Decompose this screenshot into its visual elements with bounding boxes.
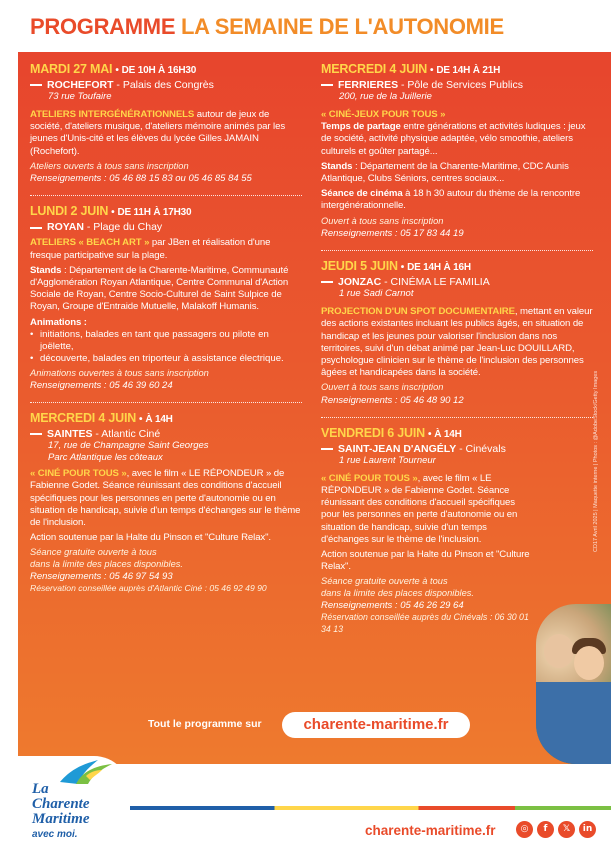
event-description	[321, 306, 593, 379]
charente-maritime-logo	[18, 756, 130, 840]
photo-face	[544, 634, 574, 668]
bullet-dot: •	[115, 65, 119, 76]
event-day	[30, 62, 302, 76]
event-description	[321, 121, 593, 158]
list-item: • découverte, balades en triporteur à assistance électrique.	[30, 353, 302, 365]
day-label: JEUDI 5 JUIN	[321, 259, 398, 274]
event-text: autour de jeux de société, d'ateliers musique, d'ateliers mémoire animés par les jeunes d'Unis-cité et les élèves du lycée Gilles JAMAIN (Rochefort).	[30, 109, 286, 157]
divider	[321, 417, 593, 418]
event-lead: PROJECTION D'UN SPOT DOCUMENTAIRE	[321, 306, 515, 318]
temps-label: Temps de partage	[321, 121, 401, 133]
logo-line1: La	[32, 781, 49, 797]
temps-text: entre générations et activités ludiques : jeux de société, activité physique adaptée, vélo smoothie, ateliers culturels et goûter partagé...	[321, 121, 586, 157]
city-name: ROCHEFORT	[47, 79, 114, 91]
event-contact: Renseignements : 05 46 97 54 93	[30, 571, 173, 583]
footer-website-link[interactable]: charente-maritime.fr	[365, 823, 496, 838]
photo-face	[574, 646, 604, 680]
title-programme: PROGRAMME	[30, 14, 176, 39]
divider	[321, 250, 593, 251]
event-location	[321, 276, 593, 288]
event-note: Animations ouvertes à tous sans inscription	[30, 367, 209, 378]
city-name: SAINT-JEAN D'ANGÉLY	[338, 442, 457, 455]
event-day	[30, 204, 302, 218]
event-lead-line	[321, 109, 593, 121]
event-contact: Renseignements : 05 17 83 44 19	[321, 228, 464, 240]
event-address: 73 rue Toufaire	[48, 91, 112, 102]
event-support: Action soutenue par la Halte du Pinson et "Culture Relax".	[30, 532, 271, 544]
event-rochefort	[30, 62, 302, 185]
photo-shirt	[536, 682, 611, 764]
logo-tagline: avec moi.	[32, 829, 78, 840]
hours-label: DE 14H À 16H	[407, 262, 471, 274]
hours-label: À 14H	[434, 428, 462, 440]
event-lead: ATELIERS « BEACH ART »	[30, 237, 150, 249]
event-stands	[30, 265, 302, 314]
dash-icon	[30, 84, 42, 86]
stands-text: : Département de la Charente-Maritime, Communauté d'Agglomération Royan Atlantique, Centre Communal d'Action Sociale de Royan, Centre Socio-Culturel de Saint Sulpice de Royan, Groupe d'Entraide Mutuelle, Malakoff Humanis.	[30, 264, 289, 313]
dash-icon	[321, 281, 333, 283]
stands-text: : Département de la Charente-Maritime, CDC Aunis Atlantique, Clubs Séniors, centres sociaux...	[321, 160, 569, 185]
event-text: , avec le film « LE RÉPONDEUR » de Fabienne Godet. Séance réunissant des conditions d'accueil spécifiques pour les personnes en perte d'autonomie ou en situation de handicap, suivie d'un temps d'échanges sur le thème de l'inclusion.	[321, 472, 518, 545]
dash-icon	[30, 227, 42, 229]
bullet-dot: •	[111, 207, 115, 219]
linkedin-icon[interactable]: in	[579, 821, 596, 838]
venue-name: - Palais des Congrès	[113, 79, 214, 91]
event-contact: Renseignements : 05 46 88 15 83 ou 05 46 85 84 55	[30, 173, 252, 185]
event-lead: « CINÉ POUR TOUS »	[30, 468, 127, 480]
promo-text: Tout le programme sur	[148, 718, 262, 730]
event-text: , mettant en valeur des actions existantes incluant les publics âgés, en situation de handicap et les jeunes pour valoriser l'inclusion dans nos territoires, suivi d'un débat animé par Jean-Luc DOUILLARD, psychologue clinicien sur le thème de l'inclusion des personnes âgées et handicapées dans la société.	[321, 306, 593, 379]
event-contact: Renseignements : 05 46 48 90 12	[321, 394, 464, 406]
event-jonzac	[321, 259, 593, 407]
left-column	[30, 62, 302, 605]
page-title	[0, 0, 611, 50]
instagram-icon[interactable]: ◎	[516, 821, 533, 838]
event-address	[30, 440, 302, 464]
city-name: ROYAN	[47, 221, 84, 234]
event-day	[30, 411, 302, 425]
bullet-dot: •	[139, 414, 143, 426]
bullet-dot: •	[400, 262, 405, 274]
event-text: par JBen et réalisation d'une fresque participative sur la plage.	[30, 237, 271, 261]
seance-label: Séance de cinéma	[321, 188, 403, 200]
facebook-icon[interactable]: f	[537, 821, 554, 838]
event-description	[321, 473, 536, 546]
logo-line2: Charente	[32, 796, 90, 812]
animations-title: Animations :	[30, 316, 87, 328]
event-contact: Renseignements : 05 46 26 29 64	[321, 600, 464, 612]
hours-label: DE 11H À 17H30	[117, 207, 192, 219]
photo-grandparent-child	[536, 604, 611, 764]
dash-icon	[321, 448, 333, 450]
credit-text: CD17 Avril 2025 | Maquette interne | Photos : @AdobeStock/Getty Images	[593, 370, 599, 552]
event-address: 200, rue de la Juillerie	[339, 91, 432, 102]
day-label: MARDI 27 MAI	[30, 62, 113, 76]
venue-name: - Cinévals	[456, 442, 506, 455]
address-line: 17, rue de Champagne Saint Georges	[48, 440, 209, 452]
event-reservation: Réservation conseillée auprès du Cinévals : 06 30 01 34 13	[321, 612, 529, 634]
event-reservation: Réservation conseillée auprès d'Atlantic Ciné : 05 46 92 49 90	[30, 583, 267, 594]
event-lead: ATELIERS INTERGÉNÉRATIONNELS	[30, 109, 195, 120]
note-line: Séance gratuite ouverte à tous	[321, 576, 448, 587]
hours-label: À 14H	[145, 414, 173, 426]
event-description	[30, 468, 302, 529]
right-column	[321, 62, 593, 645]
dash-icon	[321, 84, 333, 86]
event-location	[30, 221, 302, 233]
event-lead: « CINÉ-JEUX POUR TOUS »	[321, 109, 446, 120]
event-day	[321, 62, 593, 76]
poster-panel	[18, 52, 611, 764]
event-support: Action soutenue par la Halte du Pinson et "Culture Relax".	[321, 549, 530, 573]
photo-credit	[593, 252, 607, 552]
divider	[30, 195, 302, 196]
venue-name: - Pôle de Services Publics	[398, 79, 523, 91]
animations-label	[30, 317, 302, 329]
social-icons	[516, 821, 596, 838]
note-line: Séance gratuite ouverte à tous	[30, 547, 157, 558]
title-event: LA SEMAINE DE L'AUTONOMIE	[181, 14, 504, 39]
event-location	[30, 428, 302, 440]
event-screening	[321, 188, 593, 212]
stands-label: Stands	[321, 160, 353, 172]
venue-name: - CINÉMA LE FAMILIA	[381, 276, 490, 289]
day-label: VENDREDI 6 JUIN	[321, 425, 425, 440]
venue-name: - Plage du Chay	[83, 221, 163, 234]
promo-website-link[interactable]: charente-maritime.fr	[282, 712, 470, 738]
venue-name: - Atlantic Ciné	[92, 428, 161, 441]
dash-icon	[30, 433, 42, 435]
event-location	[321, 79, 593, 91]
event-ferrieres	[321, 62, 593, 240]
city-name: FERRIERES	[338, 79, 399, 91]
color-stripe	[130, 806, 611, 810]
day-label: MERCREDI 4 JUIN	[321, 62, 428, 76]
event-saintes	[30, 411, 302, 595]
animations-list	[30, 329, 302, 365]
event-note: Ateliers ouverts à tous sans inscription	[30, 160, 189, 171]
event-note: Ouvert à tous sans inscription	[321, 215, 444, 226]
event-description	[30, 237, 302, 261]
event-day	[321, 426, 536, 440]
event-location	[321, 443, 536, 455]
seance-text: à 18 h 30 autour du thème de la rencontre intergénérationnelle.	[321, 188, 581, 212]
x-icon[interactable]: 𝕏	[558, 821, 575, 838]
event-note	[321, 576, 536, 599]
event-note	[30, 547, 302, 570]
event-stands	[321, 161, 593, 185]
note-line: dans la limite des places disponibles.	[321, 587, 474, 598]
city-name: JONZAC	[338, 276, 382, 289]
hours-label: DE 10H À 16H30	[121, 65, 197, 76]
bullet-dot: •	[427, 428, 432, 440]
event-note: Ouvert à tous sans inscription	[321, 382, 444, 393]
event-contact: Renseignements : 05 46 39 60 24	[30, 380, 173, 392]
event-lead: « CINÉ POUR TOUS »	[321, 472, 418, 484]
day-label: MERCREDI 4 JUIN	[30, 411, 137, 426]
list-item: • initiations, balades en tant que passagers ou pilote en joëlette,	[30, 329, 302, 353]
stands-label: Stands	[30, 264, 62, 276]
event-address: 1 rue Sadi Carnot	[339, 288, 414, 300]
event-text: , avec le film « LE RÉPONDEUR » de Fabienne Godet. Séance réunissant des conditions d'accueil spécifiques pour les personnes en perte d'autonomie ou en situation de handicap, suivie d'un temps d'échanges sur le thème de l'inclusion.	[30, 468, 301, 529]
bird-logo-icon	[58, 758, 114, 786]
hours-label: DE 14H À 21H	[436, 65, 501, 76]
address-line: Parc Atlantique les côteaux	[48, 452, 163, 464]
event-day	[321, 259, 593, 273]
event-saint-jean	[321, 426, 536, 636]
divider	[30, 402, 302, 403]
event-address: 1 rue Laurent Tourneur	[339, 454, 436, 466]
logo-line3: Maritime	[32, 811, 90, 827]
city-name: SAINTES	[47, 428, 93, 441]
day-label: LUNDI 2 JUIN	[30, 204, 109, 219]
event-royan	[30, 204, 302, 392]
event-description	[30, 109, 302, 158]
event-location	[30, 79, 302, 91]
note-line: dans la limite des places disponibles.	[30, 558, 183, 569]
bullet-dot: •	[430, 65, 434, 76]
